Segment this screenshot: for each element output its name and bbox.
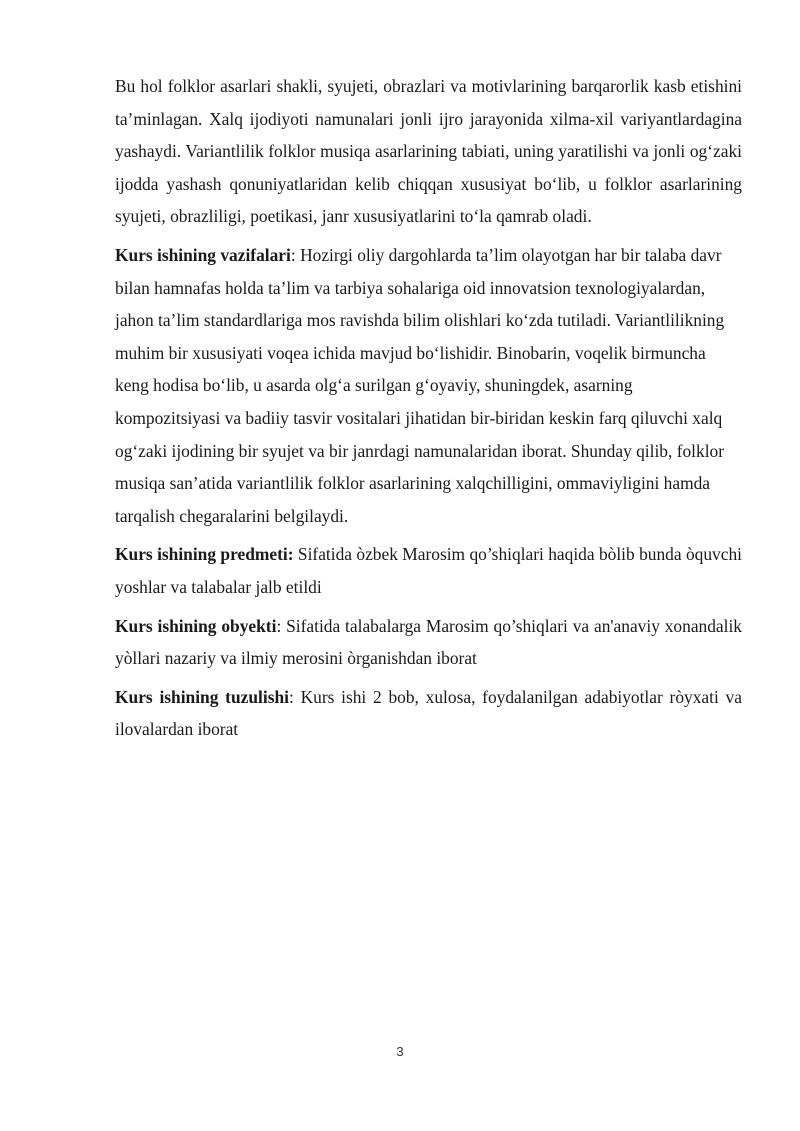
section-body-vazifalari: Hozirgi oliy dargohlarda ta’lim olayotgan har bir talaba davr bilan hamnafas holda ta’lim va tarbiya sohalariga oid innovatsion texnologiyalardan, jahon ta’lim standardlariga mos ravishda bilim olishlari koʻzda tutiladi. Variantlilikning muhim bir xususiyati voqea ichida mavjud boʻlishidir. Binobarin, voqelik birmuncha keng hodisa boʻlib, u asarda olgʻa surilgan gʻoyaviy, shuningdek, asarning kompozitsiyasi va badiiy tasvir vositalari jihatidan bir-biridan keskin farq qiluvchi xalq ogʻzaki ijodining bir syujet va bir janrdagi namunalaridan iborat. Shunday qilib, folklor musiqa san’atida variantlilik folklor asarlarining xalqchilligini, ommaviyligini hamda tarqalish chegaralarini belgilaydi. xyxy=(115,244,725,526)
section-predmeti xyxy=(115,538,742,603)
section-separator: : xyxy=(290,244,301,265)
document-page xyxy=(115,70,742,752)
section-heading-tuzulishi: Kurs ishining tuzulishi xyxy=(115,686,289,707)
section-obyekti xyxy=(115,610,742,675)
section-heading-obyekti: Kurs ishining obyekti xyxy=(115,615,277,636)
section-heading-vazifalari: Kurs ishining vazifalari xyxy=(115,244,291,265)
section-tuzulishi xyxy=(115,681,742,746)
section-body-obyekti: Sifatida talabalarga Marosim qo’shiqlari va an'anaviy xonandalik yòllari nazariy va ilmiy merosini òrganishdan iborat xyxy=(115,615,743,669)
page-number: 3 xyxy=(396,1044,404,1059)
section-body-predmeti: Sifatida òzbek Marosim qo’shiqlari haqida bòlib bunda òquvchi yoshlar va talabalar jalb etildi xyxy=(115,544,742,597)
section-vazifalari xyxy=(115,239,742,532)
section-body-tuzulishi: Kurs ishi 2 bob, xulosa, foydalanilgan adabiyotlar ròyxati va ilovalardan iborat xyxy=(115,686,742,740)
intro-paragraph: Bu hol folklor asarlari shakli, syujeti, obrazlari va motivlarining barqarorlik kasb etishini taʼminlagan. Xalq ijodiyoti namunalari jonli ijro jarayonida xilma-xil variyantlardagina yashaydi. Variantlilik folklor musiqa asarlarining tabiati, uning yaratilishi va jonli ogʻzaki ijodda yashash qonuniyatlaridan kelib chiqqan xususiyat boʻlib, u folklor asarlarining syujeti, obrazliligi, poetikasi, janr xususiyatlarini toʻla qamrab oladi. xyxy=(115,76,742,227)
section-heading-predmeti: Kurs ishining predmeti: xyxy=(115,544,294,565)
section-separator: : xyxy=(288,686,301,707)
section-separator: : xyxy=(276,615,287,636)
